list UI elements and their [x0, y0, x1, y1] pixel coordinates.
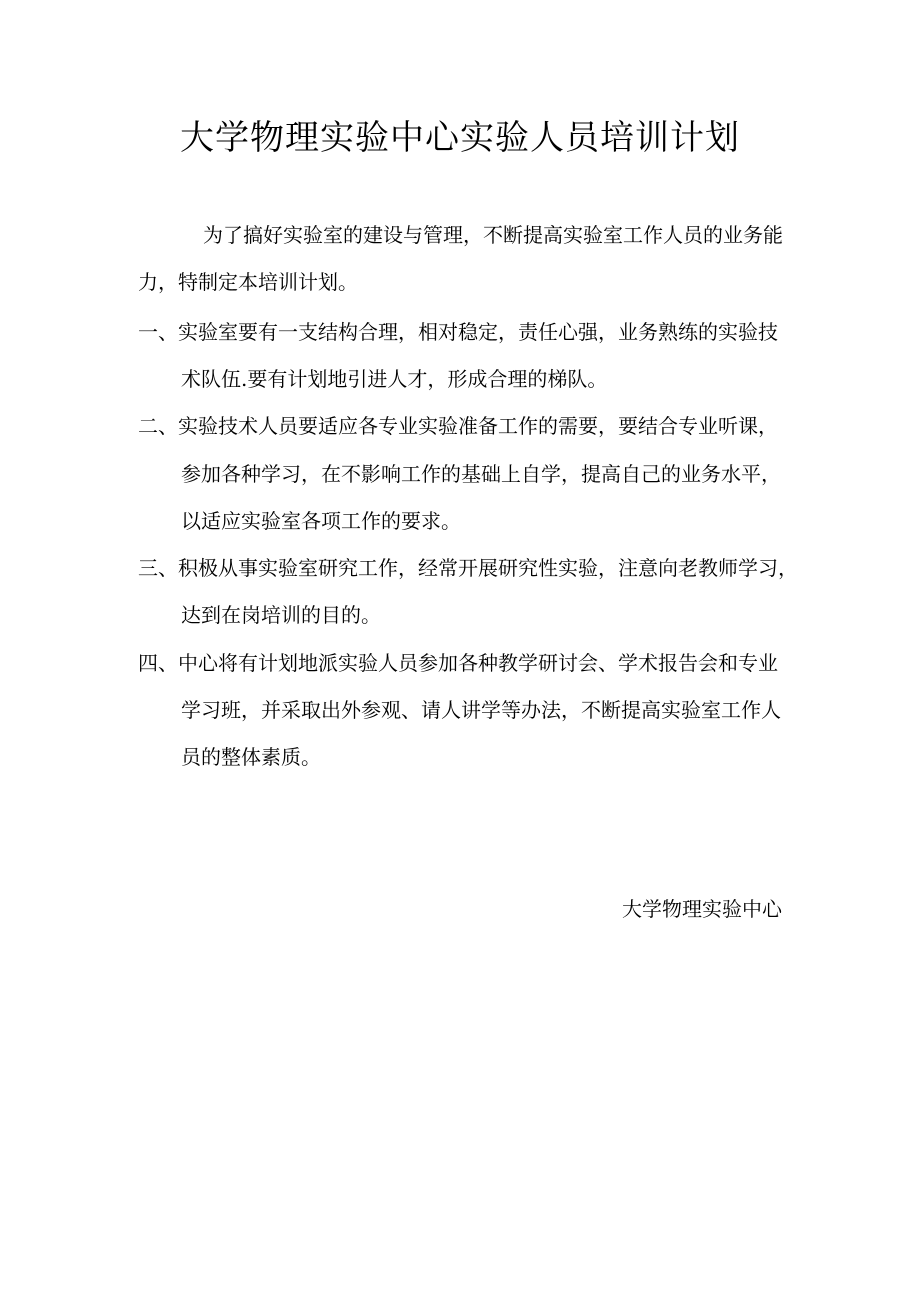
signature: 大学物理实验中心 [622, 897, 782, 921]
item-2-line-1: 二、实验技术人员要适应各专业实验准备工作的需要，要结合专业听课， [138, 414, 778, 438]
item-2-line-2: 参加各种学习，在不影响工作的基础上自学，提高自己的业务水平， [181, 462, 781, 486]
item-4-line-3: 员的整体素质。 [181, 745, 321, 769]
item-4-line-2: 学习班，并采取出外参观、请人讲学等办法，不断提高实验室工作人 [181, 698, 781, 722]
item-1-line-2: 术队伍.要有计划地引进人才，形成合理的梯队。 [181, 367, 608, 391]
intro-line-1: 为了搞好实验室的建设与管理，不断提高实验室工作人员的业务能 [203, 223, 783, 247]
item-3-line-2: 达到在岗培训的目的。 [181, 603, 381, 627]
item-3-line-1: 三、积极从事实验室研究工作，经常开展研究性实验，注意向老教师学习， [138, 556, 798, 580]
item-1-line-1: 一、实验室要有一支结构合理，相对稳定，责任心强，业务熟练的实验技 [138, 320, 778, 344]
document-title: 大学物理实验中心实验人员培训计划 [180, 118, 740, 158]
intro-line-2: 力，特制定本培训计划。 [138, 270, 358, 294]
item-4-line-1: 四、中心将有计划地派实验人员参加各种教学研讨会、学术报告会和专业 [138, 651, 778, 675]
item-2-line-3: 以适应实验室各项工作的要求。 [181, 509, 461, 533]
